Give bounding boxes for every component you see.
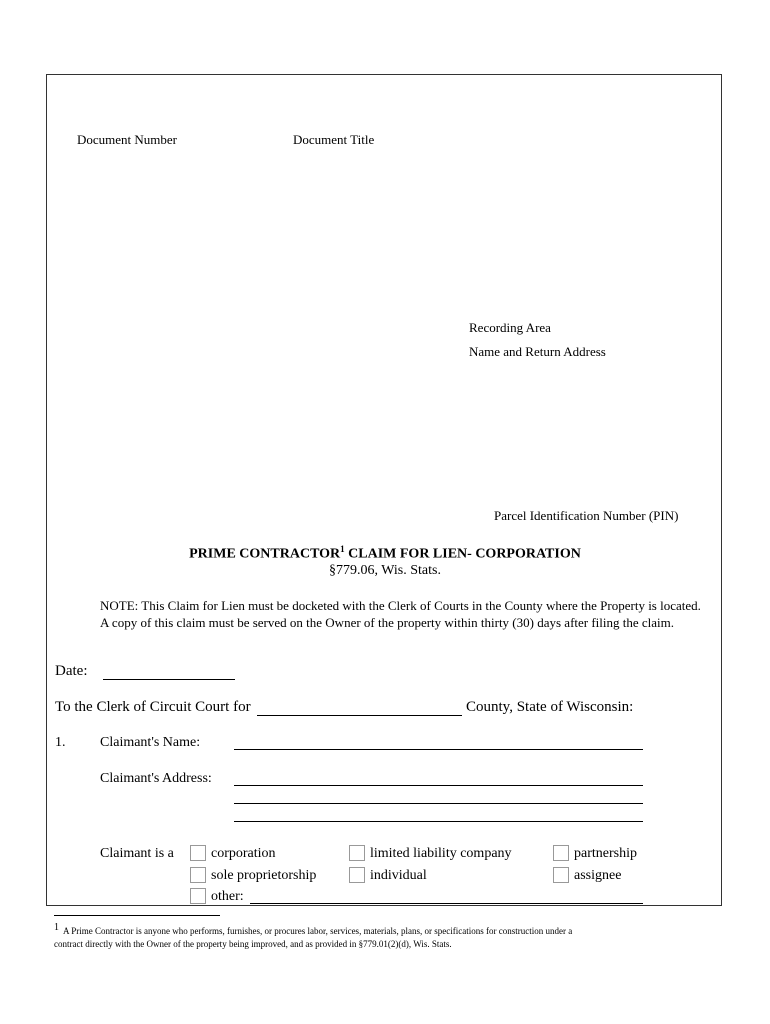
option-individual: individual bbox=[370, 868, 427, 883]
checkbox-sole-proprietorship[interactable] bbox=[190, 867, 206, 883]
date-label: Date: bbox=[55, 663, 88, 679]
option-other: other: bbox=[211, 889, 244, 904]
document-title-label: Document Title bbox=[293, 132, 375, 147]
checkbox-individual[interactable] bbox=[349, 867, 365, 883]
option-sole-proprietorship: sole proprietorship bbox=[211, 868, 317, 883]
footnote-line-1: A Prime Contractor is anyone who performs, furnishes, or procures labor, services, materials, plans, or specifications for construction under a bbox=[63, 926, 573, 936]
title-footnote-ref: 1 bbox=[340, 544, 345, 554]
other-field[interactable] bbox=[250, 903, 643, 904]
option-partnership: partnership bbox=[574, 846, 637, 861]
return-address-label: Name and Return Address bbox=[469, 344, 606, 359]
filing-note: NOTE: This Claim for Lien must be docketed with the Clerk of Courts in the County where the Property is located. A copy of this claim must be served on the Owner of the property within thirty (30) days after filing the claim. bbox=[100, 598, 701, 630]
option-corporation: corporation bbox=[211, 846, 276, 861]
statute-reference: §779.06, Wis. Stats. bbox=[329, 563, 441, 578]
county-field[interactable] bbox=[257, 715, 462, 716]
claimant-name-label: Claimant's Name: bbox=[100, 735, 201, 750]
clerk-suffix: County, State of Wisconsin: bbox=[466, 699, 634, 715]
option-assignee: assignee bbox=[574, 868, 622, 883]
checkbox-assignee[interactable] bbox=[553, 867, 569, 883]
option-llc: limited liability company bbox=[370, 846, 512, 861]
date-field[interactable] bbox=[103, 679, 235, 680]
footnote-line-2: contract directly with the Owner of the property being improved, and as provided in §779.01(2)(d), Wis. Stats. bbox=[54, 939, 452, 949]
checkbox-corporation[interactable] bbox=[190, 845, 206, 861]
form-title bbox=[0, 544, 770, 563]
checkbox-partnership[interactable] bbox=[553, 845, 569, 861]
recording-area-label: Recording Area bbox=[469, 320, 551, 335]
title-part-a: PRIME CONTRACTOR bbox=[189, 546, 341, 562]
claimant-is-label: Claimant is a bbox=[100, 846, 174, 861]
footnote-marker: 1 bbox=[54, 922, 59, 933]
footnote-separator bbox=[54, 915, 220, 916]
claimant-address-line-3[interactable] bbox=[234, 821, 643, 822]
document-number-label: Document Number bbox=[77, 132, 178, 147]
pin-label: Parcel Identification Number (PIN) bbox=[494, 508, 679, 523]
checkbox-other[interactable] bbox=[190, 888, 206, 904]
checkbox-llc[interactable] bbox=[349, 845, 365, 861]
claimant-name-field[interactable] bbox=[234, 749, 643, 750]
claimant-address-label: Claimant's Address: bbox=[100, 771, 212, 786]
claimant-address-line-2[interactable] bbox=[234, 803, 643, 804]
title-part-b: CLAIM FOR LIEN- CORPORATION bbox=[344, 546, 581, 562]
claimant-address-line-1[interactable] bbox=[234, 785, 643, 786]
item-number: 1. bbox=[55, 735, 66, 750]
clerk-prefix: To the Clerk of Circuit Court for bbox=[55, 699, 251, 715]
